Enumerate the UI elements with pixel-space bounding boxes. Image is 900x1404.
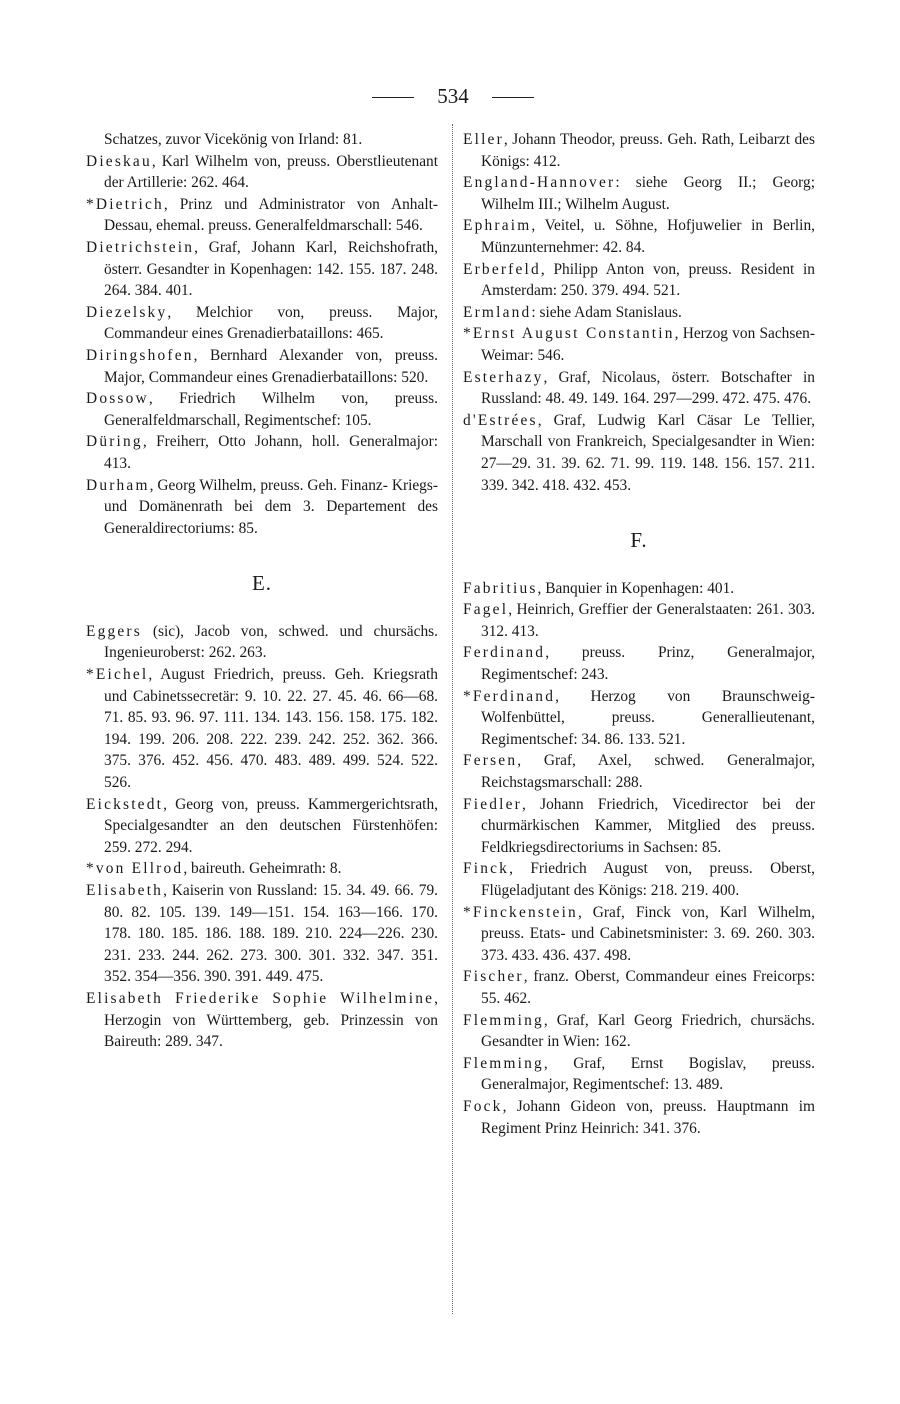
entry-text: , Karl Wilhelm von, preuss. Oberstlieutenant der Artillerie: 262. 464.: [104, 152, 438, 192]
entry-text: , Johann Friedrich, Vicedirector bei der churmärkischen Kammer, Mitglied des preuss. Feldkriegsdirectoriums in Sachsen: 85.: [481, 795, 815, 856]
entry-headword: Fersen: [463, 752, 518, 770]
entry-text: , Friedrich August von, preuss. Oberst, Flügeladjutant des Königs: 218. 219. 400.: [481, 860, 815, 899]
index-entry: [86, 345, 438, 388]
entry-headword: Elisabeth Friederike Sophie Wilhelmine: [86, 989, 435, 1007]
entry-text: , August Friedrich, preuss. Geh. Kriegsrath und Cabinetssecretär: 9. 10. 22. 27. 45. 46. 66—68. 71. 85. 93. 96. 97. 111. 134. 143. 156. 158. 175. 182. 194. 199. 206. 208. 222. 239. 242. 252. 362. 366. 375. 376. 452. 456. 470. 483. 489. 499. 524. 522. 526.: [104, 666, 438, 792]
entry-text: , Herzog von Sachsen-Weimar: 546.: [481, 325, 816, 364]
entry-headword: Diezelsky: [86, 303, 168, 321]
entry-headword: Eller: [463, 131, 504, 148]
entry-headword: Fagel: [463, 601, 509, 619]
entry-headword: *Eichel: [86, 666, 149, 684]
index-entry: [463, 367, 815, 410]
index-entry: [463, 642, 815, 685]
index-entry: [463, 686, 815, 751]
index-entry: [86, 880, 438, 988]
entry-text: , Banquier in Kopenhagen: 401.: [537, 579, 735, 597]
entry-text: , Prinz und Administrator von Anhalt-Dessau, ehemal. preuss. Generalfeldmarschall: 546.: [104, 195, 438, 235]
entry-text: , Johann Gideon von, preuss. Hauptmann im Regiment Prinz Heinrich: 341. 376.: [481, 1097, 815, 1137]
index-entry: [463, 966, 815, 1009]
entry-headword: *Finckenstein: [463, 903, 578, 921]
index-entry: [463, 794, 815, 859]
entry-text: , Freiherr, Otto Johann, holl. Generalmajor: 413.: [104, 433, 438, 472]
index-entry: [86, 475, 438, 540]
index-entry: [86, 388, 438, 431]
entry-headword: Flemming: [463, 1054, 544, 1072]
section-letter-heading: E.: [251, 571, 273, 596]
header-rule-left: [372, 97, 414, 98]
entry-headword: Durham: [86, 476, 150, 494]
index-entry: [86, 129, 438, 151]
entry-text: : siehe Adam Stanislaus.: [531, 303, 682, 321]
index-entry: [86, 621, 438, 664]
column-divider: [452, 124, 453, 1314]
entry-headword: *Dietrich: [86, 195, 164, 213]
entry-text: , Graf, Nicolaus, österr. Botschafter in Russland: 48. 49. 149. 164. 297—299. 472. 475. 476.: [481, 368, 815, 408]
entry-text: , Graf, Finck von, Karl Wilhelm, preuss. Etats- und Cabinetsminister: 3. 69. 260. 303. 373. 433. 436. 437. 498.: [481, 903, 815, 964]
index-entry: [463, 599, 815, 642]
entry-text: , Herzog von Braunschweig-Wolfenbüttel, preuss. Generallieutenant, Regimentschef: 34. 86. 133. 521.: [481, 687, 815, 748]
index-entry: [463, 578, 815, 600]
entry-text: , baireuth. Geheimrath: 8.: [183, 860, 342, 878]
page-number: 534: [437, 84, 469, 108]
index-entry: [463, 129, 815, 172]
entry-headword: Ermland: [463, 303, 532, 321]
index-entry: [463, 858, 815, 901]
index-entry: [463, 410, 815, 496]
index-entry: [463, 902, 815, 967]
index-entry: [463, 215, 815, 258]
entry-headword: Diringshofen: [86, 346, 194, 364]
index-entry: [86, 794, 438, 859]
index-entry: [86, 431, 438, 474]
entry-headword: Finck: [463, 860, 510, 878]
entry-text: , preuss. Prinz, Generalmajor, Regimentschef: 243.: [481, 644, 815, 684]
index-entry: [86, 988, 438, 1053]
index-entry: [86, 302, 438, 345]
entry-text: , Heinrich, Greffier der Generalstaaten: 261. 303. 312. 413.: [481, 601, 815, 640]
entry-headword: Ephraim: [463, 217, 532, 235]
entry-text: Schatzes, zuvor Vicekönig von Irland: 81.: [104, 131, 363, 148]
entry-text: , Bernhard Alexander von, preuss. Major, Commandeur eines Grenadierbataillons: 520.: [104, 346, 438, 386]
entry-text: , Graf, Ernst Bogislav, preuss. Generalmajor, Regimentschef: 13. 489.: [481, 1054, 815, 1094]
entry-text: , Kaiserin von Russland: 15. 34. 49. 66. 79. 80. 82. 105. 139. 149—151. 154. 163—166. 170. 178. 180. 185. 186. 188. 189. 210. 224—226. 230. 231. 233. 244. 262. 273. 300. 301. 332. 347. 351. 352. 354—356. 390. 391. 449. 475.: [104, 882, 438, 986]
header-rule-right: [492, 97, 534, 98]
entry-headword: Fiedler: [463, 795, 522, 813]
entry-headword: Dieskau: [86, 152, 152, 170]
index-entry: [86, 151, 438, 194]
entry-headword: Eggers: [86, 622, 142, 640]
index-entry: [463, 1010, 815, 1053]
entry-text: , Georg Wilhelm, preuss. Geh. Finanz- Kriegs- und Domänenrath bei dem 3. Departement des Generaldirectoriums: 85.: [104, 476, 438, 537]
entry-headword: d'Estrées: [463, 411, 538, 429]
right-column: [463, 129, 815, 1139]
index-entry: [463, 1096, 815, 1139]
entry-headword: Fischer: [463, 968, 524, 986]
entry-text: , Graf, Ludwig Karl Cäsar Le Tellier, Marschall von Frankreich, Specialgesandter in Wien: 27—29. 31. 39. 62. 71. 99. 119. 148. 156. 157. 211. 339. 342. 418. 432. 453.: [481, 411, 815, 494]
left-column: [86, 129, 438, 1053]
index-entry: [86, 194, 438, 237]
entry-headword: *von Ellrod: [86, 860, 184, 878]
entry-text: , Graf, Johann Karl, Reichshofrath, österr. Gesandter in Kopenhagen: 142. 155. 187. 248. 264. 384. 401.: [104, 238, 438, 300]
entry-text: , Herzogin von Württemberg, geb. Prinzessin von Baireuth: 289. 347.: [104, 989, 438, 1051]
index-entry: [463, 259, 815, 302]
entry-headword: Eickstedt: [86, 795, 164, 813]
entry-headword: Düring: [86, 433, 143, 451]
index-entry: [463, 750, 815, 793]
entry-text: , Veitel, u. Söhne, Hofjuwelier in Berlin, Münzunternehmer: 42. 84.: [481, 217, 815, 256]
entry-headword: Dietrichstein: [86, 238, 195, 256]
entry-headword: Ferdinand: [463, 644, 546, 662]
entry-text: , Georg von, preuss. Kammergerichtsrath, Specialgesandter an den deutschen Fürstenhöfen: 259. 272. 294.: [104, 795, 438, 856]
page-header: [0, 84, 900, 112]
entry-headword: Erberfeld: [463, 260, 541, 278]
entry-headword: Fabritius: [463, 579, 538, 597]
section-letter-heading: F.: [630, 528, 648, 553]
index-entry: [463, 302, 815, 324]
entry-text: , Friedrich Wilhelm von, preuss. Generalfeldmarschall, Regimentschef: 105.: [104, 390, 438, 429]
entry-text: : siehe Georg II.; Georg; Wilhelm III.; Wilhelm August.: [481, 174, 815, 213]
entry-text: (sic), Jacob von, schwed. und chursächs. Ingenieuroberst: 262. 263.: [104, 622, 438, 662]
index-entry: [86, 237, 438, 302]
index-entry: [86, 664, 438, 794]
entry-headword: Elisabeth: [86, 882, 164, 899]
entry-headword: Fock: [463, 1097, 503, 1115]
index-entry: [463, 1053, 815, 1096]
entry-headword: England-Hannover: [463, 174, 616, 192]
entry-headword: Flemming: [463, 1011, 544, 1029]
index-entry: [463, 172, 815, 215]
entry-text: , franz. Oberst, Commandeur eines Freicorps: 55. 462.: [481, 968, 815, 1007]
entry-headword: *Ferdinand: [463, 687, 556, 705]
entry-headword: Esterhazy: [463, 368, 544, 386]
entry-headword: *Ernst August Constantin: [463, 325, 675, 343]
index-entry: [86, 858, 438, 880]
entry-text: , Graf, Karl Georg Friedrich, chursächs. Gesandter in Wien: 162.: [481, 1011, 815, 1051]
entry-text: , Graf, Axel, schwed. Generalmajor, Reichstagsmarschall: 288.: [481, 752, 815, 792]
entry-text: , Johann Theodor, preuss. Geh. Rath, Leibarzt des Königs: 412.: [481, 131, 815, 170]
entry-text: , Philipp Anton von, preuss. Resident in Amsterdam: 250. 379. 494. 521.: [481, 260, 815, 300]
index-entry: [463, 323, 815, 366]
entry-text: , Melchior von, preuss. Major, Commandeur eines Grenadierbataillons: 465.: [104, 303, 438, 343]
entry-headword: Dossow: [86, 390, 149, 408]
